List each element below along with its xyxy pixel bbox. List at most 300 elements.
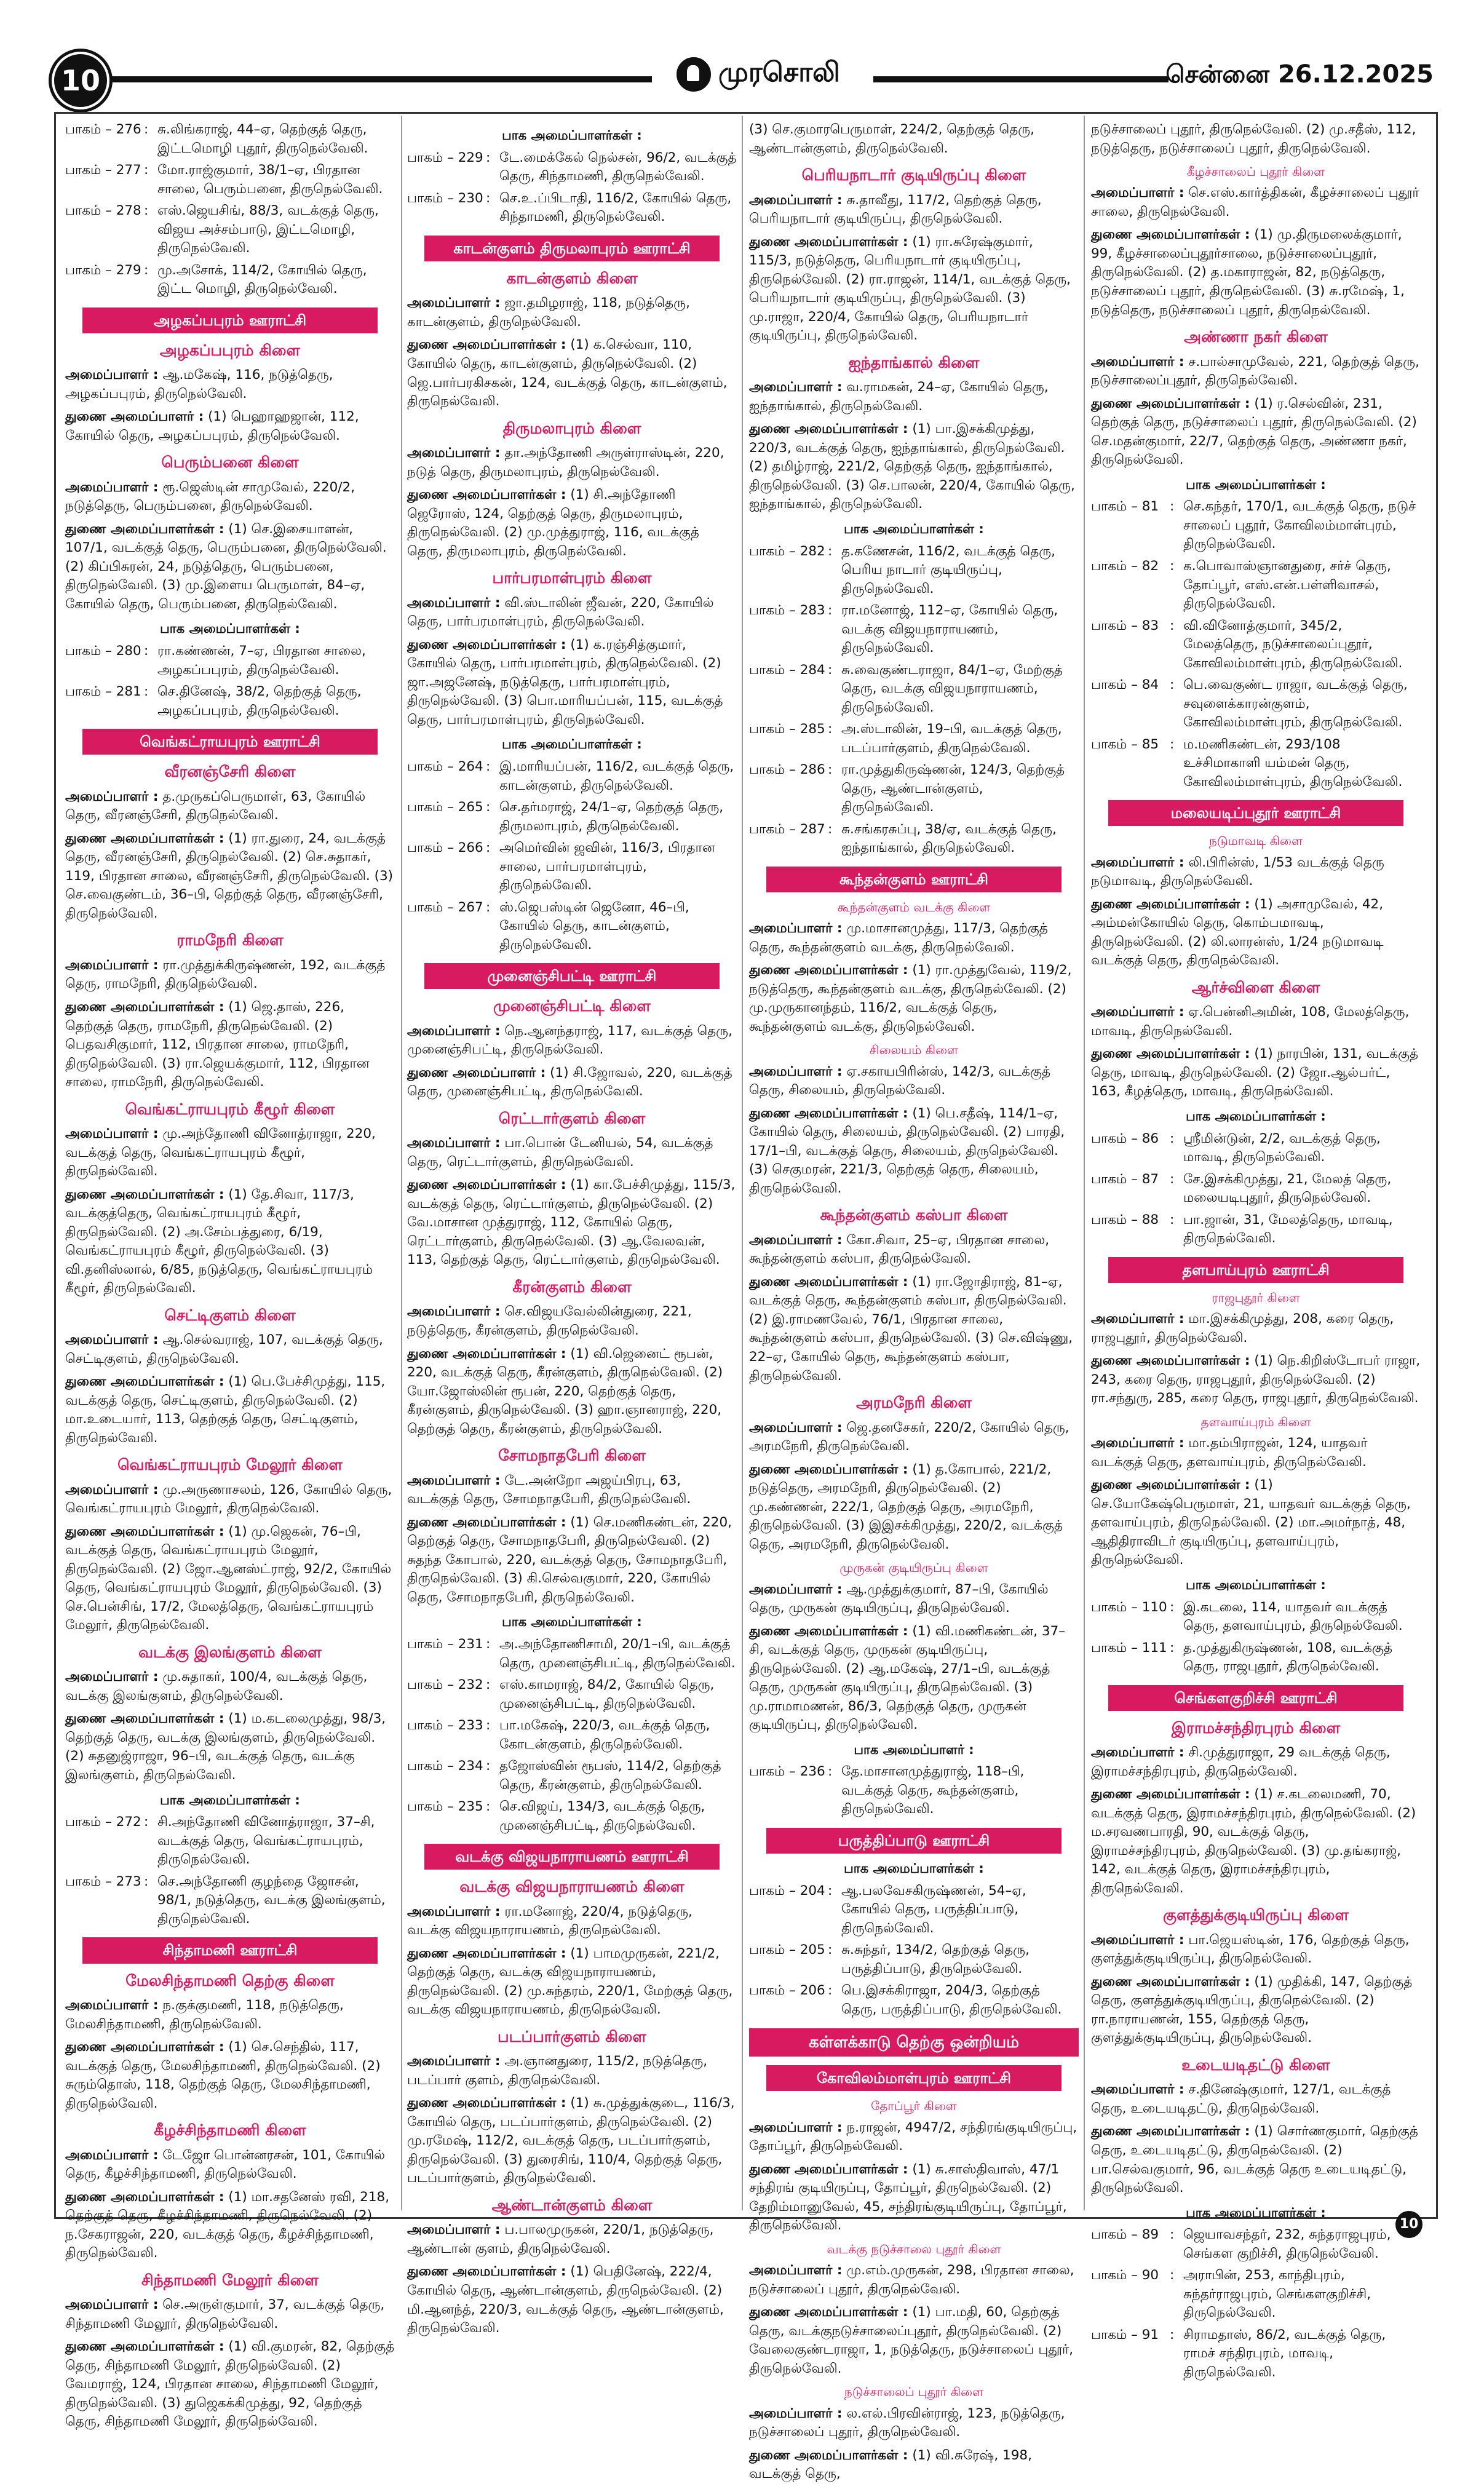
part-organizer: எஸ்.ஜெயசிங், 88/3, வடக்குத் தெரு, விஜய அச்சம்பாடு, இட்டமொழி, திருநெல்வேலி. [157, 203, 379, 256]
organizer-details: பா.பொன் டேனியல், 54, வடக்குத் தெரு, ரெட்டார்குளம், திருநெல்வேலி. [407, 1135, 713, 1170]
organizer-details: சி.முத்துராஜா, 29 வடக்குத் தெரு, இராமச்சந்திரபுரம், திருநெல்வேலி. [1091, 1745, 1391, 1779]
role-label: துணை அமைப்பாளர்கள் : [749, 421, 908, 437]
part-entry [1091, 1170, 1421, 1208]
part-separator: : [828, 821, 833, 837]
organizer-details: (1) ம.கடலைமுத்து, 98/3, தெற்குத் தெரு, வடக்கு இலங்குளம், திருநெல்வேலி. (2) சுதனுஜ்ராஜா, 96–பி, வடக்குத் தெரு, வடக்கு இலங்குளம், திருநெல்வேலி. [65, 1711, 386, 1783]
role-label: துணை அமைப்பாளர்கள் : [1091, 227, 1250, 243]
part-entry [1091, 736, 1421, 792]
organizer-details: (1) பெ.சதீஷ், 114/1–ஏ, கோயில் தெரு, சிலையம், திருநெல்வேலி. (2) பாரதி, 17/1–பி, வடக்குத் தெரு, சிலையம், திருநெல்வேலி. (3) செகுமரன், 221/3, தெற்குத் தெரு, சிலையம், திருநெல்வேலி. [749, 1105, 1065, 1196]
part-organizer: க.பொவாஸ்ஞானதுரை, சர்ச் தெரு, தோப்பூர், எஸ்.என்.பள்ளிவாசல், திருநெல்வேலி. [1183, 558, 1391, 612]
branch-heading: வடக்கு இலங்குளம் கிளை [138, 1643, 322, 1661]
organizer-entry [407, 2094, 737, 2188]
role-label: துணை அமைப்பாளர்கள் : [65, 999, 224, 1015]
branch-heading: சோமநாதபேரி கிளை [498, 1446, 646, 1465]
organizer-details: பா.ஜெயஸ்டின், 176, தெற்குத் தெரு, குளத்துக்குடியிருப்பு, திருநெல்வேலி. [1091, 1932, 1410, 1967]
organizer-entry [65, 956, 395, 994]
organizer-details: செ.விஜயவேல்லின்துரை, 221, நடுத்தெரு, கீரன்குளம், திருநெல்வேலி. [407, 1304, 692, 1338]
role-label: அமைப்பாளர் : [407, 1023, 501, 1039]
panchayat-heading: செங்களகுறிச்சி ஊராட்சி [1108, 1685, 1403, 1711]
role-label: அமைப்பாளர் : [65, 479, 159, 495]
organizer-entry [65, 1668, 395, 1705]
part-separator: : [1170, 1599, 1175, 1615]
part-entry [1091, 557, 1421, 614]
part-entry [1091, 1598, 1421, 1636]
part-number: பாகம் – 81 [1091, 499, 1159, 515]
role-label: அமைப்பாளர் : [749, 1419, 843, 1435]
part-entry [749, 720, 1079, 758]
part-number: பாகம் – 278 [65, 203, 141, 219]
part-separator: : [1170, 617, 1175, 633]
role-label: துணை அமைப்பாளர்கள் : [749, 2447, 908, 2463]
masthead [677, 57, 840, 92]
part-entry [1091, 1211, 1421, 1248]
column-divider [742, 116, 743, 2210]
branch-heading: முனைஞ்சிபட்டி கிளை [493, 997, 651, 1015]
role-label: துணை அமைப்பாளர்கள் : [65, 2039, 224, 2055]
organizer-details: ச.பால்சாமுவேல், 221, தெற்குத் தெரு, நடுச்சாலைப்புதூர், திருநெல்வேலி. [1091, 354, 1419, 389]
role-label: துணை அமைப்பாளர் : [65, 409, 204, 425]
column-divider [401, 116, 402, 2210]
part-entry [65, 261, 395, 299]
organizer-details: ஜெ.தனசேகர், 220/2, கோயில் தெரு, அரமநேரி, திருநெல்வேலி. [749, 1419, 1069, 1454]
organizer-entry [65, 1996, 395, 2034]
organizer-entry [407, 1303, 737, 1340]
role-label: அமைப்பாளர் : [749, 379, 843, 395]
organizer-details: (1) செ.இசையாளன், 107/1, வடக்குத் தெரு, பெரும்பனை, திருநெல்வேலி. (2) கிப்பிசுரன், 24, நடுத்தெரு, பெரும்பனை, திருநெல்வேலி. (3) மு.இளைய பெருமாள், 84–ஏ, கோயில் தெரு, பெரும்பனை, திருநெல்வேலி. [65, 521, 387, 612]
role-label: அமைப்பாளர் : [65, 1332, 159, 1348]
role-label: துணை அமைப்பாளர்கள் : [1091, 1353, 1250, 1369]
role-label: அமைப்பாளர் : [407, 2053, 501, 2069]
branch-heading-small: வடக்கு நடுச்சாலை புதூர் கிளை [827, 2241, 1001, 2256]
role-label: அமைப்பாளர் : [1091, 185, 1184, 201]
column-divider [1084, 116, 1085, 2210]
part-organizer: செ.கந்தர், 170/1, வடக்குத் தெரு, நடுச் சாலைப் புதூர், கோவிலம்மாள்புரம், திருநெல்வேலி. [1183, 499, 1416, 552]
organizer-entry [1091, 353, 1421, 391]
role-label: துணை அமைப்பாளர்கள் : [407, 1346, 566, 1362]
part-entry [407, 1716, 737, 1754]
part-entry [749, 601, 1079, 658]
subsection-heading: பாக அமைப்பாளர்கள் : [160, 1792, 300, 1807]
organizer-details: (1) பா.இசக்கிமுத்து, 220/3, வடக்குத் தெரு, ஐந்தாங்கால், திருநெல்வேலி. (2) தமிழ்ராஜ், 221/2, தெற்குத் தெரு, ஐந்தாங்கால், திருநெல்வேலி. (3) செ.பாலன், 220/4, கோயில் தெரு, ஐந்தாங்கால், திருநெல்வேலி. [749, 421, 1075, 512]
organizer-details: ப.பாலமுருகன், 220/1, நடுத்தெரு, ஆண்டான் குளம், திருநெல்வேலி. [407, 2222, 714, 2256]
branch-heading: அண்ணா நகர் கிளை [1184, 328, 1328, 346]
part-separator: : [486, 1799, 491, 1815]
part-entry [407, 1757, 737, 1795]
part-organizer: ஆ.பலவேசகிருஷ்ணன், 54–ஏ, கோயில் தெரு, பருத்திப்பாடு, திருநெல்வேலி. [841, 1883, 1026, 1936]
part-number: பாகம் – 279 [65, 262, 141, 278]
organizer-details: (1) சு.முத்துக்குடை, 116/3, கோயில் தெரு, படப்பார்குளம், திருநெல்வேலி. (2) மு.ரமேஷ், 112/2, வடக்குத் தெரு, படப்பார்குளம், திருநெல்வேலி. (3) துரைசிங், 110/4, தெற்குத் தெரு, படப்பார்குளம், திருநெல்வேலி. [407, 2095, 735, 2186]
part-entry [65, 1813, 395, 1870]
organizer-entry [749, 961, 1079, 1036]
part-separator: : [144, 684, 149, 700]
branch-heading-small: கூந்தன்குளம் வடக்கு கிளை [837, 899, 991, 915]
organizer-details: மு.அருணாசலம், 126, கோயில் தெரு, வெங்கட்ராயபுரம் மேலூர், திருநெல்வேலி. [65, 1482, 392, 1517]
organizer-entry [407, 1903, 737, 1940]
part-number: பாகம் – 230 [407, 190, 483, 206]
organizer-entry [749, 2161, 1079, 2236]
part-separator: : [1170, 1171, 1175, 1187]
part-entry [407, 1635, 737, 1673]
role-label: அமைப்பாளர் : [1091, 1004, 1184, 1020]
role-label: துணை அமைப்பாளர்கள் : [749, 1105, 908, 1121]
role-label: துணை அமைப்பாளர்கள் : [407, 637, 566, 653]
organizer-details: லி.பிரின்ஸ், 1/53 வடக்குத் தெரு நடுமாவடி, திருநெல்வேலி. [1091, 854, 1384, 889]
role-label: துணை அமைப்பாளர்கள் : [407, 2095, 566, 2111]
footer-page-number: 10 [1395, 2211, 1422, 2238]
branch-heading: வீரனஞ்சேரி கிளை [164, 763, 296, 781]
organizer-details: (1) க.செல்வா, 110, கோயில் தெரு, காடன்குளம், திருநெல்வேலி. (2) ஜெ.பார்பரகிசகன், 124, வடக்குத் தெரு, காடன்குளம், திருநெல்வேலி. [407, 337, 728, 410]
role-label: துணை அமைப்பாளர்கள் : [65, 2339, 224, 2355]
role-label: அமைப்பாளர் : [749, 921, 843, 937]
part-organizer: அராபின், 253, காந்திபுரம், சுந்தர்ராஜபுரம், செங்களகுறிச்சி, திருநெல்வேலி. [1183, 2268, 1371, 2321]
organizer-details: (1) ச.கடலைமணி, 70, வடக்குத் தெரு, இராமச்சந்திரபுரம், திருநெல்வேலி. (2) ம.சரவணபாரதி, 90, வடக்குத் தெரு, இராமச்சந்திரபுரம், திருநெல்வேலி. (3) மு.தங்கராஜ், 142, வடக்குத் தெரு, இராமச்சந்திரபுரம், திருநெல்வேலி. [1091, 1787, 1416, 1896]
part-organizer: சு.சங்கரசுப்பு, 38/ஏ, வடக்குத் தெரு, ஐந்தாங்கால், திருநெல்வேலி. [841, 821, 1057, 856]
organizer-entry [1091, 2122, 1421, 2197]
organizer-details: மா.இசக்கிமுத்து, 208, கரை தெரு, ராஜபுதூர், திருநெல்வேலி. [1091, 1311, 1394, 1346]
organizer-details: ந.ராஜன், 4947/2, சந்திரங்குடியிருப்பு, தோப்பூர், திருநெல்வேலி. [749, 2119, 1077, 2154]
organizer-entry [407, 486, 737, 561]
organizer-details: ச.தினேஷ்குமார், 127/1, வடக்குத் தெரு, உடையடிதட்டு, திருநெல்வேலி. [1091, 2082, 1391, 2116]
part-number: பாகம் – 232 [407, 1677, 483, 1693]
organizer-details: (1) வி.மணிகண்டன், 37–சி, வடக்குத் தெரு, முருகன் குடியிருப்பு, திருநெல்வேலி. (2) ஆ.மகேஷ், 27/1–பி, வடக்குத் தெரு, முருகன் குடியிருப்பு, திருநெல்வேலி. (3) மு.ராமாமணன், 86/3, தெற்குத் தெரு, முருகன் குடியிருப்பு, திருநெல்வேலி. [749, 1623, 1066, 1733]
part-organizer: மு.அசோக், 114/2, கோயில் தெரு, இட்ட மொழி, திருநெல்வேலி. [157, 262, 367, 297]
organizer-entry [749, 1461, 1079, 1555]
part-separator: : [144, 162, 149, 178]
organizer-details: ஏ.பென்னிஅமின், 108, மேலத்தெரு, மாவடி, திருநெல்வேலி. [1091, 1004, 1410, 1039]
organizer-entry [407, 1022, 737, 1060]
role-label: துணை அமைப்பாளர்கள் : [749, 1274, 908, 1290]
part-organizer: ஜெயாவசந்தர், 232, சுந்தராஜபுரம், செங்கள குறிச்சி, திருநெல்வேலி. [1183, 2227, 1391, 2261]
part-entry [65, 683, 395, 720]
role-label: துணை அமைப்பாளர்கள் : [65, 1711, 224, 1727]
part-entry [65, 642, 395, 680]
panchayat-heading: சிந்தாமணி ஊராட்சி [82, 1937, 378, 1963]
subsection-heading: பாக அமைப்பாளர்கள் : [1186, 1108, 1326, 1124]
branch-heading: சிந்தாமணி மேலூர் கிளை [141, 2271, 319, 2289]
part-number: பாகம் – 86 [1091, 1130, 1159, 1146]
role-label: துணை அமைப்பாளர்கள் : [65, 521, 224, 537]
part-number: பாகம் – 276 [65, 122, 141, 137]
role-label: துணை அமைப்பாளர்கள் : [1091, 1787, 1250, 1803]
part-organizer: ம.மணிகண்டன், 293/108 உச்சிமாகாளி யம்மன் தெரு, கோவிலம்மாள்புரம், திருநெல்வேலி. [1183, 736, 1403, 790]
role-label: துணை அமைப்பாளர்கள் : [65, 2189, 224, 2205]
organizer-entry [407, 1134, 737, 1172]
organizer-entry [1091, 1931, 1421, 1969]
branch-heading: ஐந்தாங்கால் கிளை [848, 353, 980, 371]
role-label: துணை அமைப்பாளர்கள் : [749, 1623, 908, 1639]
branch-heading: கூந்தன்குளம் கஸ்பா கிளை [820, 1206, 1008, 1224]
subsection-heading: பாக அமைப்பாளர்கள் : [502, 737, 642, 752]
role-label: துணை அமைப்பாளர்கள் : [407, 2264, 566, 2280]
organizer-entry [65, 1186, 395, 1298]
part-entry [749, 1763, 1079, 1819]
organizer-entry [749, 1419, 1079, 1456]
branch-heading: வெங்கட்ராயபுரம் கீழூர் கிளை [125, 1100, 335, 1118]
part-number: பாகம் – 88 [1091, 1212, 1159, 1228]
organizer-entry [407, 2052, 737, 2090]
part-number: பாகம் – 205 [749, 1942, 825, 1958]
part-number: பாகம் – 272 [65, 1814, 141, 1830]
organizer-details: (1) அசாமுவேல், 42, அம்மன்கோயில் தெரு, கொம்பமாவடி, திருநெல்வேலி. (2) லி.லாரன்ஸ், 1/24 நடுமாவடி வடக்குத் தெரு, திருநெல்வேலி. [1091, 896, 1384, 969]
organizer-details: (1) ர.செல்வின், 231, தெற்குத் தெரு, நடுச்சாலைப் புதூர், திருநெல்வேலி. (2) செ.மதன்குமார், 22/7, தெற்குத் தெரு, அண்ணா நகர், திருநெல்வேலி. [1091, 395, 1417, 468]
part-number: பாகம் – 233 [407, 1718, 483, 1734]
organizer-entry [749, 233, 1079, 346]
part-number: பாகம் – 285 [749, 721, 825, 737]
role-label: அமைப்பாளர் : [65, 2297, 159, 2313]
part-organizer: பா.ஜான், 31, மேலத்தெரு, மாவடி, திருநெல்வேலி. [1183, 1212, 1393, 1247]
part-separator: : [828, 543, 833, 559]
part-separator: : [828, 603, 833, 619]
branch-heading: உடையடிதட்டு கிளை [1181, 2055, 1330, 2074]
part-organizer: த.கணேசன், 116/2, வடக்குத் தெரு, பெரிய நாடார் குடியிருப்பு, திருநெல்வேலி. [841, 543, 1056, 597]
part-number: பாகம் – 266 [407, 840, 483, 856]
part-separator: : [828, 721, 833, 737]
part-separator: : [144, 262, 149, 278]
part-entry [1091, 2326, 1421, 2383]
organizer-details: (1) சு.சாஸ்திவாஸ், 47/1 சந்திரங் குடியிருப்பு, தோப்பூர், திருநெல்வேலி. (2) தேறிம்மானுவேல், 45, சந்திரங்குடியிருப்பு, தோப்பூர், திருநெல்வேலி. [749, 2161, 1067, 2234]
organizer-details: அ.ஞானதுரை, 115/2, நடுத்தெரு, படப்பார் குளம், திருநெல்வேலி. [407, 2053, 708, 2088]
page-header [0, 0, 1484, 98]
part-organizer: சு.லிங்கராஜ், 44–ஏ, தெற்குத் தெரு, இட்டமொழி புதூர், திருநெல்வேலி. [157, 122, 368, 156]
subsection-heading: பாக அமைப்பாளர்கள் : [1186, 477, 1326, 492]
organizer-entry [65, 1481, 395, 1518]
part-entry [1091, 2226, 1421, 2263]
part-separator: : [1170, 1130, 1175, 1146]
branch-heading: பெரியநாடார் குடியிருப்பு கிளை [801, 166, 1026, 185]
role-label: துணை அமைப்பாளர்கள் : [749, 2161, 908, 2177]
organizer-entry [407, 636, 737, 730]
part-organizer: செ.அந்தோணி குழந்தை ஜோசன், 98/1, நடுத்தெரு, வடக்கு இலங்குளம், திருநெல்வேலி. [157, 1873, 386, 1927]
role-label: அமைப்பாளர் : [749, 192, 843, 208]
part-separator: : [486, 1677, 491, 1693]
part-entry [749, 820, 1079, 858]
organizer-details: (1) பா.மதி, 60, தெற்குத் தெரு, வடக்குநடுச்சாலைப்புதூர், திருநெல்வேலி. (2) வேலைகுண்டராஜா, 1, நடுத்தெரு, நடுச்சாலைப் புதூர், திருநெல்வேலி. [749, 2304, 1074, 2376]
organizer-entry [407, 1472, 737, 1509]
part-separator: : [486, 1758, 491, 1774]
role-label: துணை அமைப்பாளர்கள் : [65, 830, 224, 846]
page-number-badge [52, 52, 109, 109]
part-number: பாகம் – 284 [749, 662, 825, 678]
branch-heading-small: தளவாய்புரம் கிளை [1200, 1414, 1311, 1429]
organizer-entry [65, 2296, 395, 2333]
branch-heading: படப்பார்குளம் கிளை [498, 2027, 646, 2046]
panchayat-heading: கூந்தன்குளம் ஊராட்சி [766, 867, 1061, 892]
organizer-entry [407, 444, 737, 482]
organizer-entry [749, 1273, 1079, 1386]
organizer-entry [749, 1622, 1079, 1735]
role-label: அமைப்பாளர் : [749, 1581, 843, 1597]
part-separator: : [144, 1814, 149, 1830]
part-number: பாகம் – 111 [1091, 1640, 1167, 1656]
role-label: அமைப்பாளர் : [407, 2222, 501, 2238]
organizer-entry [65, 1710, 395, 1785]
part-number: பாகம் – 267 [407, 899, 483, 915]
organizer-details: (1) பெஹாஹஜான், 112, கோயில் தெரு, அழகப்பபுரம், திருநெல்வேலி. [65, 409, 359, 443]
part-entry [407, 1676, 737, 1713]
part-separator: : [486, 1637, 491, 1652]
part-organizer: த.முத்துகிருஷ்ணன், 108, வடக்குத் தெரு, ராஜபுதூர், திருநெல்வேலி. [1183, 1640, 1392, 1675]
organizer-entry [65, 478, 395, 516]
branch-heading: ஆண்டான்குளம் கிளை [491, 2196, 653, 2214]
part-organizer: சே.இசக்கிமுத்து, 21, மேலத் தெரு, மலையடிபுதூர், திருநெல்வேலி. [1183, 1171, 1392, 1206]
header-rule-left [111, 76, 652, 82]
subsection-heading: பாக அமைப்பாளர் : [854, 1742, 974, 1757]
organizer-entry [749, 2261, 1079, 2299]
organizer-details: (1) ரா.முத்துவேல், 119/2, நடுத்தெரு, கூந்தன்குளம் வடக்கு, திருநெல்வேலி. (2) மு.முருகானந்தம், 116/2, வடக்குத் தெரு, கூந்தன்குளம் வடக்கு, திருநெல்வேலி. [749, 962, 1072, 1034]
role-label: துணை அமைப்பாளர்கள் : [749, 2304, 908, 2320]
part-organizer: அமெர்வின் ஜவின், 116/3, பிரதான சாலை, பார்பரமாள்புரம், திருநெல்வேலி. [499, 840, 715, 894]
organizer-details: மு.அந்தோணி வினோத்ராஜா, 220, வடக்குத் தெரு, வெங்கட்ராயபுரம் கீழூர், திருநெல்வேலி. [65, 1126, 376, 1180]
organizer-details: (1) ரா.துரை, 24, வடக்குத் தெரு, வீரனஞ்சேரி, திருநெல்வேலி. (2) செ.சுதாகர், 119, பிரதான சாலை, வீரனஞ்சேரி, திருநெல்வேலி. (3) செ.வைகுண்டம், 36–பி, தெற்குத் தெரு, வீரனஞ்சேரி, திருநெல்வேலி. [65, 830, 394, 921]
organizer-entry [749, 2303, 1079, 2378]
role-label: துணை அமைப்பாளர்கள் : [1091, 1974, 1250, 1990]
organizer-details: (1) மு.ஜெகன், 76–பி, வடக்குத் தெரு, வெங்கட்ராயபுரம் மேலூர், திருநெல்வேலி. (2) ஜோ.ஆனஸ்ட்ராஜ், 92/2, கோயில் தெரு, வெங்கட்ராயபுரம் மேலூர், திருநெல்வேலி. (3) செ.பென்சிங், 17/2, மேலத்தெரு, வெங்கட்ராயபுரம் மேலூர், திருநெல்வேலி. [65, 1523, 392, 1633]
organizer-details: (1) வி.ஜெனைட் ரூபன், 220, வடக்குத் தெரு, கீரன்குளம், திருநெல்வேலி. (2) யோ.ஜோஸ்லின் ரூபன், 220, தெற்குத் தெரு, கீரன்குளம், திருநெல்வேலி. (3) ஹா.ஞானராஜ், 220, தெற்குத் தெரு, கீரன்குளம், திருநெல்வேலி. [407, 1346, 723, 1437]
organizer-details: (1) க.ரஞ்சித்குமார், கோயில் தெரு, பார்பரமாள்புரம், திருநெல்வேலி. (2) ஜா.அஜனேஷ், நடுத்தெரு, பார்பரமாள்புரம், திருநெல்வேலி. (3) பொ.மாரியப்பன், 115, வடக்குத் தெரு, பார்பரமாள்புரம், திருநெல்வேலி. [407, 637, 723, 728]
organizer-entry [1091, 184, 1421, 221]
branch-heading-small: சிலையம் கிளை [869, 1042, 959, 1058]
panchayat-heading: தளபாய்புரம் ஊராட்சி [1108, 1257, 1403, 1283]
role-label: துணை அமைப்பாளர்கள் : [65, 1374, 224, 1390]
role-label: அமைப்பாளர் : [1091, 1932, 1184, 1948]
branch-heading: பெரும்பனை கிளை [161, 453, 299, 472]
role-label: அமைப்பாளர் : [1091, 1745, 1184, 1761]
organizer-details: (1) ரா.ஜோதிராஜ், 81–ஏ, வடக்குத் தெரு, கூந்தன்குளம் கஸ்பா, திருநெல்வேலி. (2) இ.ராமணவேல், 76/1, பிரதான சாலை, கூந்தன்குளம் கஸ்பா, திருநெல்வேலி. (3) செ.விஷ்ணு, 22–ஏ, கோயில் தெரு, கூந்தன்குளம் கஸ்பா, திருநெல்வேலி. [749, 1274, 1073, 1384]
part-separator: : [828, 662, 833, 678]
organizer-entry [1091, 1744, 1421, 1781]
role-label: அமைப்பாளர் : [65, 1998, 159, 2013]
part-number: பாகம் – 110 [1091, 1599, 1167, 1615]
role-label: அமைப்பாளர் : [1091, 1311, 1184, 1327]
organizer-details: மு.சுதாகர், 100/4, வடக்குத் தெரு, வடக்கு இலங்குளம், திருநெல்வேலி. [65, 1669, 368, 1704]
part-separator: : [1170, 1640, 1175, 1656]
column-4 [1091, 121, 1421, 2380]
part-separator: : [1170, 1212, 1175, 1228]
organizer-details: (1) கா.பேச்சிமுத்து, 115/3, வடக்குத் தெரு, ரெட்டார்குளம், திருநெல்வேலி. (2) வே.மாசான முத்துராஜ், 112, கோயில் தெரு, ரெட்டார்குளம், திருநெல்வேலி. (3) ஆ.வேலவன், 113, தெற்குத் தெரு, ரெட்டார்குளம், திருநெல்வேலி. [407, 1177, 736, 1268]
part-separator: : [486, 899, 491, 915]
part-entry [65, 161, 395, 199]
organizer-entry [407, 2221, 737, 2258]
organizer-details: (1) தே.சிவா, 117/3, வடக்குத்தெரு, வெங்கட்ராயபுரம் கீழூர், திருநெல்வேலி. (2) அ.சேம்பத்துரை, 6/19, வெங்கட்ராயபுரம் கீழூர், திருநெல்வேலி. (3) வி.தனிஸ்லால், 6/85, நடுத்தெரு, வெங்கட்ராயபுரம் கீழூர், திருநெல்வேலி. [65, 1186, 373, 1296]
part-organizer: செ.உ.ப்பிடாதி, 116/2, கோயில் தெரு, சிந்தாமணி, திருநெல்வேலி. [499, 190, 732, 225]
part-entry [1091, 498, 1421, 554]
part-separator: : [828, 1764, 833, 1780]
organizer-entry [749, 1581, 1079, 1618]
organizer-entry [749, 378, 1079, 416]
part-separator: : [828, 1942, 833, 1958]
subsection-heading: பாக அமைப்பாளர்கள் : [1186, 2205, 1326, 2220]
organizer-entry [407, 1514, 737, 1608]
panchayat-heading: வெங்கட்ராயபுரம் ஊராட்சி [82, 729, 378, 755]
part-entry [407, 899, 737, 955]
part-number: பாகம் – 283 [749, 603, 825, 619]
part-separator: : [1170, 2268, 1175, 2284]
part-entry [1091, 617, 1421, 673]
part-organizer: மோ.ராஜ்குமார், 38/1–ஏ, பிரதான சாலை, பெரும்பனை, திருநெல்வேலி. [157, 162, 383, 197]
part-organizer: ஸ்ரீமின்டுன், 2/2, வடக்குத் தெரு, மாவடி, திருநெல்வேலி. [1183, 1130, 1381, 1165]
organizer-entry [749, 191, 1079, 229]
role-label: துணை அமைப்பாளர்கள் : [749, 1461, 908, 1477]
subsection-heading: பாக அமைப்பாளர்கள் : [1186, 1577, 1326, 1592]
role-label: அமைப்பாளர் : [749, 2119, 843, 2135]
panchayat-heading: பருத்திப்பாடு ஊராட்சி [766, 1828, 1061, 1854]
role-label: துணை அமைப்பாளர்கள் : [407, 1514, 566, 1530]
organizer-details: சு.தாவீது, 117/2, தெற்குத் தெரு, பெரியநாடார் குடியிருப்பு, திருநெல்வேலி. [749, 192, 1042, 227]
organizer-details: (1) முதிக்கி, 147, தெற்குத் தெரு, குளத்துக்குடியிருப்பு, திருநெல்வேலி. (2) ரா.நாராயணன், 155, தெற்குத் தெரு, குளத்துக்குடியிருப்பு, திருநெல்வேலி. [1091, 1974, 1413, 2046]
organizer-entry [1091, 1310, 1421, 1347]
part-separator: : [486, 759, 491, 775]
organizer-entry [65, 366, 395, 403]
organizer-entry [407, 2263, 737, 2338]
part-entry [1091, 1639, 1421, 1677]
part-entry [1091, 1130, 1421, 1167]
part-number: பாகம் – 91 [1091, 2327, 1159, 2343]
organizer-entry [1091, 1973, 1421, 2048]
panchayat-heading: முனைஞ்சிபட்டி ஊராட்சி [424, 963, 720, 989]
organizer-details: (1) வி.குமரன், 82, தெற்குத் தெரு, சிந்தாமணி மேலூர், திருநெல்வேலி. (2) வேமராஜ், 124, பிரதான சாலை, சிந்தாமணி மேலூர், திருநெல்வேலி. (3) துஜெகக்கிமுத்து, 92, தெற்குத் தெரு, சிந்தாமணி மேலூர், திருநெல்வேலி. [65, 2339, 395, 2430]
organizer-details: (1) வி.சுரேஷ், 198, வடக்குத் தெரு, [749, 2447, 1032, 2482]
organizer-details: தா.அந்தோணி அருள்ராஸ்டின், 220, நடுத் தெரு, திருமலாபுரம், திருநெல்வேலி. [407, 445, 724, 480]
organizer-entry [65, 1373, 395, 1448]
organizer-details: ரூ.ஜெஸ்டின் சாமுவேல், 220/2, நடுத்தெரு, பெரும்பனை, திருநெல்வேலி. [65, 479, 355, 514]
part-number: பாகம் – 287 [749, 821, 825, 837]
branch-heading-small: கீழச்சாலைப் புதூர் கிளை [1186, 164, 1325, 180]
part-entry [1091, 2266, 1421, 2323]
organizer-entry [1091, 1045, 1421, 1101]
part-number: பாகம் – 82 [1091, 558, 1159, 574]
role-label: துணை அமைப்பாளர்கள் : [407, 1945, 566, 1961]
organizer-details: (1) பெ.பேச்சிமுத்து, 115, வடக்குத் தெரு, செட்டிகுளம், திருநெல்வேலி. (2) மா.உடையார், 113, தெற்குத் தெரு, செட்டிகுளம், திருநெல்வேலி. [65, 1374, 386, 1446]
organizer-entry [1091, 895, 1421, 970]
branch-heading: வடக்கு விஜயநாராயணம் கிளை [459, 1878, 684, 1896]
union-heading: கள்ளக்காடு தெற்கு ஒன்றியம் [749, 2028, 1079, 2057]
part-organizer: வி.வினோத்குமார், 345/2, மேலத்தெரு, நடுச்சாலைப்புதூர், கோவிலம்மாள்புரம், திருநெல்வேலி. [1183, 617, 1403, 671]
part-separator: : [1170, 558, 1175, 574]
part-entry [749, 1882, 1079, 1938]
part-organizer: சு.வைகுண்டராஜா, 84/1–ஏ, மேற்குத் தெரு, வடக்கு விஜயநாராயணம், திருநெல்வேலி. [841, 662, 1063, 715]
branch-heading: மேலசிந்தாமணி தெற்கு கிளை [125, 1971, 335, 1990]
organizer-details: வி.ஸ்டாலின் ஜீவன், 220, கோயில் தெரு, பார்பரமாள்புரம், திருநெல்வேலி. [407, 595, 714, 630]
branch-heading-small: முருகன் குடியிருப்பு கிளை [839, 1560, 988, 1576]
organizer-entry [1091, 1434, 1421, 1472]
organizer-entry [65, 1125, 395, 1181]
organizer-details: ஆ.மகேஷ், 116, நடுத்தெரு, அழகப்பபுரம், திருநெல்வேலி. [65, 367, 333, 402]
organizer-entry [1091, 854, 1421, 891]
role-label: துணை அமைப்பாளர்கள் : [1091, 896, 1250, 912]
organizer-details: (1) செ.மணிகண்டன், 220, தெற்குத் தெரு, சோமநாதபேரி, திருநெல்வேலி. (2) சுதந்த கோபால், 220, வடக்குத் தெரு, சோமநாதபேரி, திருநெல்வேலி. (3) கி.செல்வகுமார், 220, கோயில் தெரு, சோமநாதபேரி, திருநெல்வேலி. [407, 1514, 732, 1605]
continued-text: நடுச்சாலைப் புதூர், திருநெல்வேலி. (2) மு.சதீஸ், 112, நடுத்தெரு, நடுச்சாலைப் புதூர், திருநெல்வேலி. [1091, 122, 1416, 156]
column-3 [749, 121, 1079, 2482]
role-label: அமைப்பாளர் : [65, 367, 159, 383]
role-label: துணை அமைப்பாளர்கள் : [1091, 2124, 1250, 2140]
part-organizer: ரா.கண்ணன், 7–ஏ, பிரதான சாலை, அழகப்பபுரம், திருநெல்வேலி. [157, 643, 366, 678]
part-number: பாகம் – 89 [1091, 2227, 1159, 2243]
organizer-details: ஆ.செல்வராஜ், 107, வடக்குத் தெரு, செட்டிகுளம், திருநெல்வேலி. [65, 1332, 383, 1367]
part-separator: : [144, 203, 149, 219]
part-entry [407, 189, 737, 227]
part-number: பாகம் – 280 [65, 643, 141, 659]
organizer-details: ந.குக்குமணி, 118, நடுத்தெரு, மேலசிந்தாமணி, திருநெல்வேலி. [65, 1998, 344, 2032]
role-label: துணை அமைப்பாளர்கள் : [65, 1186, 224, 1202]
organizer-details: (1) பெதினேஷ், 222/4, கோயில் தெரு, ஆண்டான்குளம், திருநெல்வேலி. (2) மி.ஆனந்த், 220/3, வடக்குத் தெரு, ஆண்டான்குளம், திருநெல்வேலி. [407, 2264, 724, 2336]
part-separator: : [486, 840, 491, 856]
part-organizer: செ.தர்மராஜ், 24/1–ஏ, தெற்குத் தெரு, திருமலாபுரம், திருநெல்வேலி. [499, 800, 724, 834]
organizer-entry [407, 336, 737, 411]
panchayat-heading: காடன்குளம் திருமலாபுரம் ஊராட்சி [424, 236, 720, 261]
role-label: அமைப்பாளர் : [65, 1482, 159, 1498]
branch-heading: அழகப்பபுரம் கிளை [159, 341, 301, 359]
part-separator: : [828, 1883, 833, 1899]
